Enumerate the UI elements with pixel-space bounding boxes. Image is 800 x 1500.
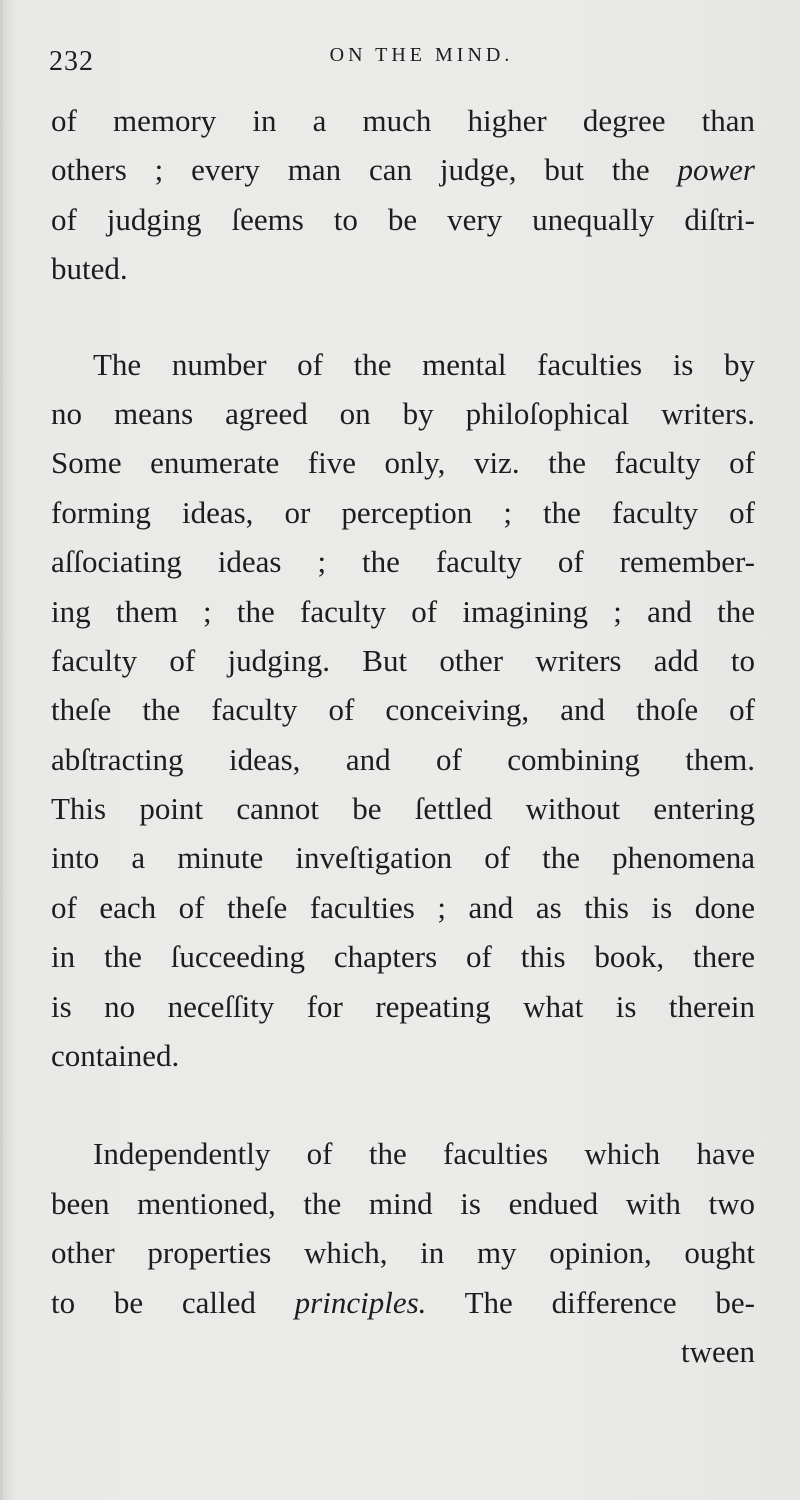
text-line: of each of theſe faculties ; and as this is done — [51, 889, 755, 925]
running-head — [49, 38, 754, 82]
text-line: in the ſucceeding chapters of this book, there — [51, 939, 755, 975]
italic-word: principles. — [294, 1284, 427, 1320]
text-line: theſe the faculty of conceiving, and thoſe of — [51, 692, 755, 728]
text-line: Some enumerate five only, viz. the faculty of — [51, 445, 755, 481]
text-line: The number of the mental faculties is by — [93, 346, 755, 382]
text-line: of judging ſeems to be very unequally diſtri- — [51, 201, 755, 237]
page-number: 232 — [49, 46, 94, 77]
text-line: ing them ; the faculty of imagining ; and the — [51, 593, 755, 629]
text-line: abſtracting ideas, and of combining them. — [51, 741, 755, 777]
text-line: forming ideas, or perception ; the faculty of — [51, 494, 755, 530]
text-line: is no neceſſity for repeating what is therein — [51, 988, 755, 1024]
text-line: been mentioned, the mind is endued with two — [51, 1185, 755, 1221]
text-line: Independently of the faculties which have — [93, 1136, 755, 1172]
text-line: This point cannot be ſettled without entering — [51, 791, 755, 827]
paragraph-1 — [51, 96, 755, 294]
paragraph-3 — [51, 1129, 755, 1376]
italic-word: power — [677, 152, 755, 188]
running-title: ON THE MIND. — [329, 44, 514, 66]
text-line: other properties which, in my opinion, ought — [51, 1235, 755, 1271]
text-line: of memory in a much higher degree than — [51, 103, 755, 138]
text-line: into a minute inveſtigation of the phenomena — [51, 840, 755, 876]
text-line: to be called principles. The difference be- — [51, 1284, 755, 1320]
body-text — [51, 96, 755, 1376]
text-line: faculty of judging. But other writers add to — [51, 642, 755, 678]
text-line: aſſociating ideas ; the faculty of remember- — [51, 544, 755, 580]
paragraph-2 — [51, 340, 755, 1081]
text-line: contained. — [51, 1038, 180, 1074]
text-line: no means agreed on by philoſophical writers. — [51, 395, 755, 431]
paragraph-gap — [51, 1080, 755, 1129]
text-line: buted. — [51, 251, 128, 287]
paragraph-gap — [51, 294, 755, 340]
text-line: others ; every man can judge, but the power — [51, 152, 755, 188]
catchword: tween — [680, 1333, 755, 1369]
